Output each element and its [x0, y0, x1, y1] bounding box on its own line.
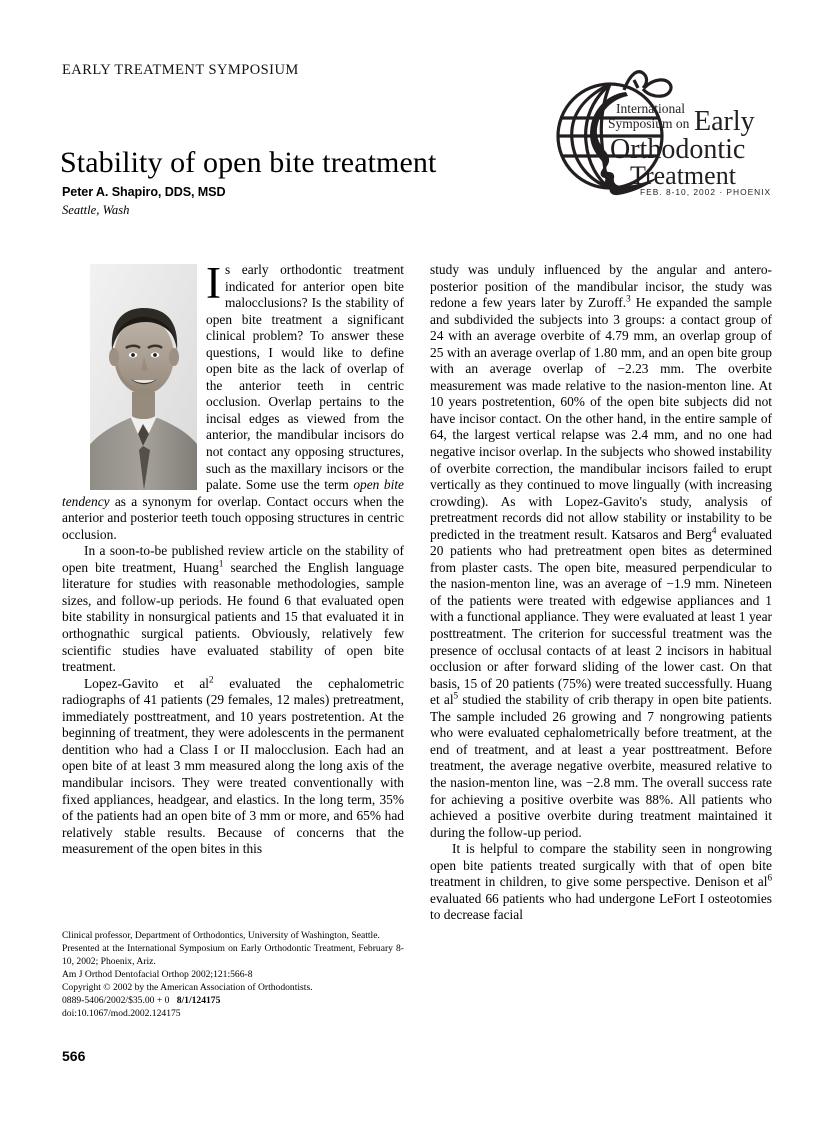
paragraph-4-text: study was unduly influenced by the angular and antero-posterior position of the mandibular incisor, the study was redone a few years later by Zuroff. [430, 262, 772, 311]
paragraph-2 [62, 543, 404, 675]
paragraph-5 [430, 841, 772, 924]
paragraph-4-tail: He expanded the sample and subdivided the subjects into 3 groups: a contact group of 24 with an average overbite of 4.79 mm, an overlap group of 25 with an average overlap of 1.80 mm, and an open bite group with an average overlap of −2.23 mm. The overbite measurement was made relative to the nasion-menton line. At 10 years postretention, 60% of the open bite subjects did not have incisor contact. On the other hand, in the entire sample of 64, the largest vertical relapse was 2.4 mm, and no one had negative incisor overlap. In the subjects who showed instability of overbite correction, the mandibular incisors failed to erupt vertically as they continued to move lingually (with increasing crowding). As with Lopez-Gavito's study, analysis of pretreatment records did not allow stability or instability to be predicted in the treatment result. Katsaros and Berg [430, 295, 772, 542]
paragraph-4-tail-3: studied the stability of crib therapy in open bite patients. The sample included 26 growing and 7 nongrowing patients who were evaluated cephalometrically before treatment, at the end of treatment, and at least a year posttreatment. Before treatment, the average negative overbite, measured relative to the nasion-menton line, was −2.8 mm. The overall success rate for achieving a positive overbite was 88%. All patients who achieved a positive overbite during treatment maintained it during the follow-up period. [430, 692, 772, 840]
author-byline: Peter A. Shapiro, DDS, MSD [62, 185, 226, 199]
logo-line-1: International [616, 101, 685, 116]
paragraph-4-tail-2: evaluated 20 patients who had pretreatment open bites as determined from plaster casts. The open bite, measured perpendicular to the nasion-menton line, was an average of −1.9 mm. Nineteen of the patients were treated with edgewise appliances and 1 with a functional appliance. They were evaluated at least 1 year posttreatment. The criterion for successful treatment was the presence of occlusal contacts of at least 2 incisors in habitual occlusion or after forward sliding of the lower cast. On that basis, 15 of 20 patients (75%) were treated successfully. Huang et al [430, 526, 772, 708]
bird-icon [624, 72, 671, 96]
logo-date-line: FEB. 8-10, 2002 · PHOENIX [640, 187, 772, 196]
paragraph-2-tail: searched the English language literature for studies with reasonable methodologies, sample sizes, and follow-up periods. He found 6 that evaluated open bite stability in nonsurgical patients and 15 that evaluated it in orthognathic surgical patients. Obviously, relatively few scientific studies have evaluated stability of open bite treatment. [62, 559, 404, 675]
footnote-journal-citation: Am J Orthod Dentofacial Orthop 2002;121:566-8 [62, 968, 253, 980]
drop-cap: I [206, 258, 221, 308]
logo-word-treatment: Treatment [630, 161, 736, 190]
footnote-issn-line [62, 995, 404, 1008]
logo-word-early: Early [694, 106, 755, 137]
paragraph-2-text: In a soon-to-be published review article on the stability of open bite treatment, Huang [62, 543, 404, 575]
footnote-copyright: Copyright © 2002 by the American Association of Orthodontists. [62, 981, 313, 993]
citation-ref-1: 1 [218, 558, 224, 569]
footnote-issn: 0889-5406/2002/$35.00 + 0 [62, 994, 170, 1006]
author-location: Seattle, Wash [62, 203, 130, 217]
author-portrait [90, 264, 197, 490]
paragraph-3 [62, 676, 404, 858]
body-column-right [430, 262, 772, 1062]
term-open-bite-tendency: open bite tendency [62, 477, 404, 509]
page-number: 566 [62, 1048, 86, 1064]
paragraph-1-text: s early orthodontic treatment indicated for anterior open bite malocclusions? Is the stability of open bite treatment a significant clinical problem? To answer these questions, I would like to define open bite as the lack of overlap of the anterior teeth in centric occlusion. Overlap pertains to the incisal edges as viewed from the anterior, the mandibular incisors do not contact any opposing structures, such as the maxillary incisors or the palate. Some use the term [206, 262, 404, 493]
citation-ref-4: 4 [711, 525, 717, 536]
footnote-block [62, 930, 404, 1021]
citation-ref-6: 6 [767, 872, 772, 883]
logo-word-orthodontic: Orthodontic [610, 134, 746, 165]
footnote-doi: doi:10.1067/mod.2002.124175 [62, 1008, 181, 1020]
paragraph-5-text: It is helpful to compare the stability seen in nongrowing open bite patients treated surgically with that of open bite treatment in children, to give some perspective. Denison et al [430, 841, 772, 890]
paragraph-4 [430, 262, 772, 841]
paragraph-1-tail: as a synonym for overlap. Contact occurs when the anterior and posterior teeth touch opposing structures in centric occlusion. [62, 493, 404, 542]
body-column-left [62, 258, 404, 858]
logo-line-2: Symposium on [608, 116, 690, 131]
footnote-presented-at: Presented at the International Symposium on Early Orthodontic Treatment, February 8-10, 2002; Phoenix, Ariz. [62, 943, 404, 967]
page-title: Stability of open bite treatment [60, 146, 437, 180]
citation-ref-3: 3 [626, 293, 631, 304]
paragraph-3-text: Lopez-Gavito et al [84, 675, 209, 691]
paragraph-3-tail: evaluated the cephalometric radiographs of 41 patients (29 females, 12 males) pretreatment, immediately posttreatment, and 10 years postretention. At the beginning of treatment, they were adolescents in the permanent dentition who had a Class I or II malocclusion. Each had an open bite of at least 3 mm measured along the long axis of the mandibular incisors. They were treated conventionally with fixed appliances, headgear, and elastics. In the long term, 35% of the patients had an open bite of 3 mm or more, and 65% had relatively stable results. Because of concerns that the measurement of the open bites in this [62, 675, 404, 857]
footnote-article-code: 8/1/124175 [176, 994, 221, 1006]
citation-ref-2: 2 [208, 674, 214, 685]
symposium-logo [548, 68, 774, 196]
footnote-affiliation: Clinical professor, Department of Orthodontics, University of Washington, Seattle. [62, 930, 380, 941]
paragraph-5-tail: evaluated 66 patients who had undergone LeFort I osteotomies to decrease facial [430, 890, 772, 923]
citation-ref-5: 5 [453, 690, 459, 701]
running-head: EARLY TREATMENT SYMPOSIUM [62, 62, 299, 78]
